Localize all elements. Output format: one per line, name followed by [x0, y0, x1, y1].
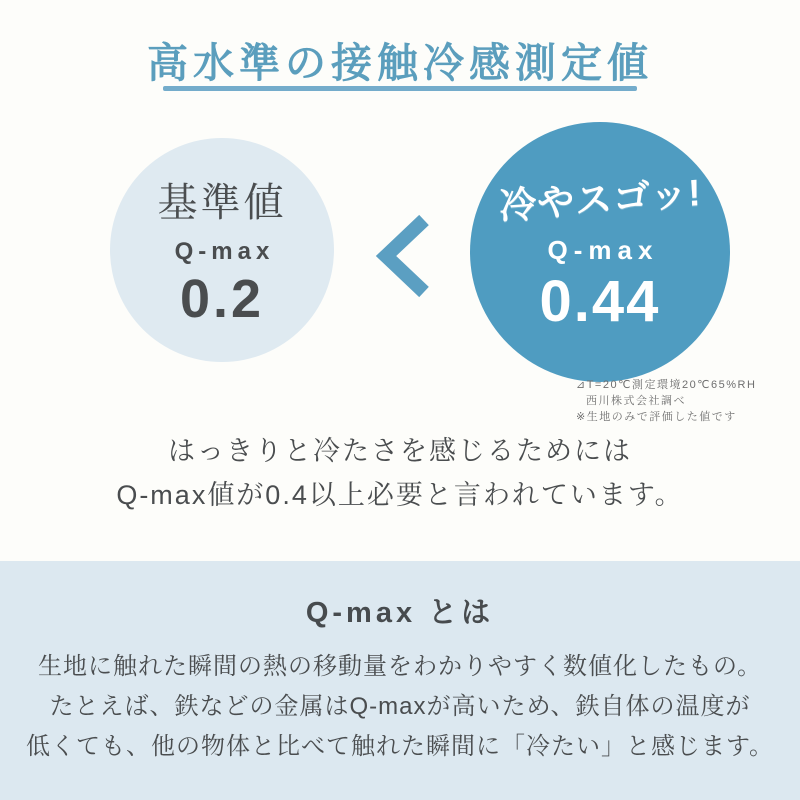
statement-line: はっきりと冷たさを感じるためには — [168, 436, 632, 466]
product-value: 0.44 — [539, 269, 661, 334]
explainer-section — [0, 561, 800, 800]
baseline-label: 基準値 — [157, 180, 287, 225]
explainer-body — [0, 647, 800, 767]
explainer-heading: Q-max とは — [305, 597, 495, 629]
statement-line: Q-max値が0.4以上必要と言われています。 — [116, 480, 684, 510]
baseline-circle — [110, 138, 334, 362]
header — [0, 30, 800, 89]
baseline-value: 0.2 — [179, 268, 265, 329]
footnote-line: ※生地のみで評価した値です — [576, 411, 737, 423]
explainer-body-line: 低くても、他の物体と比べて触れた瞬間に「冷たい」と感じます。 — [25, 733, 775, 760]
explainer-body-line: 生地に触れた瞬間の熱の移動量をわかりやすく数値化したもの。 — [37, 653, 763, 680]
statement — [0, 429, 800, 517]
less-than-icon — [374, 214, 432, 298]
baseline-metric-label: Q-max — [174, 237, 275, 265]
product-badge: 冷やスゴッ! — [498, 171, 702, 228]
product-metric-label: Q-max — [547, 235, 659, 265]
footnote-line: 西川株式会社調べ — [586, 395, 686, 407]
product-circle — [470, 122, 730, 382]
page-title: 高水準の接触冷感測定値 — [147, 40, 653, 86]
footnote-line: ⊿T=20℃測定環境20℃65%RH — [576, 379, 757, 391]
explainer-body-line: たとえば、鉄などの金属はQ-maxが高いため、鉄自体の温度が — [49, 693, 751, 720]
measurement-footnotes — [576, 377, 756, 425]
title-underline — [163, 86, 637, 91]
